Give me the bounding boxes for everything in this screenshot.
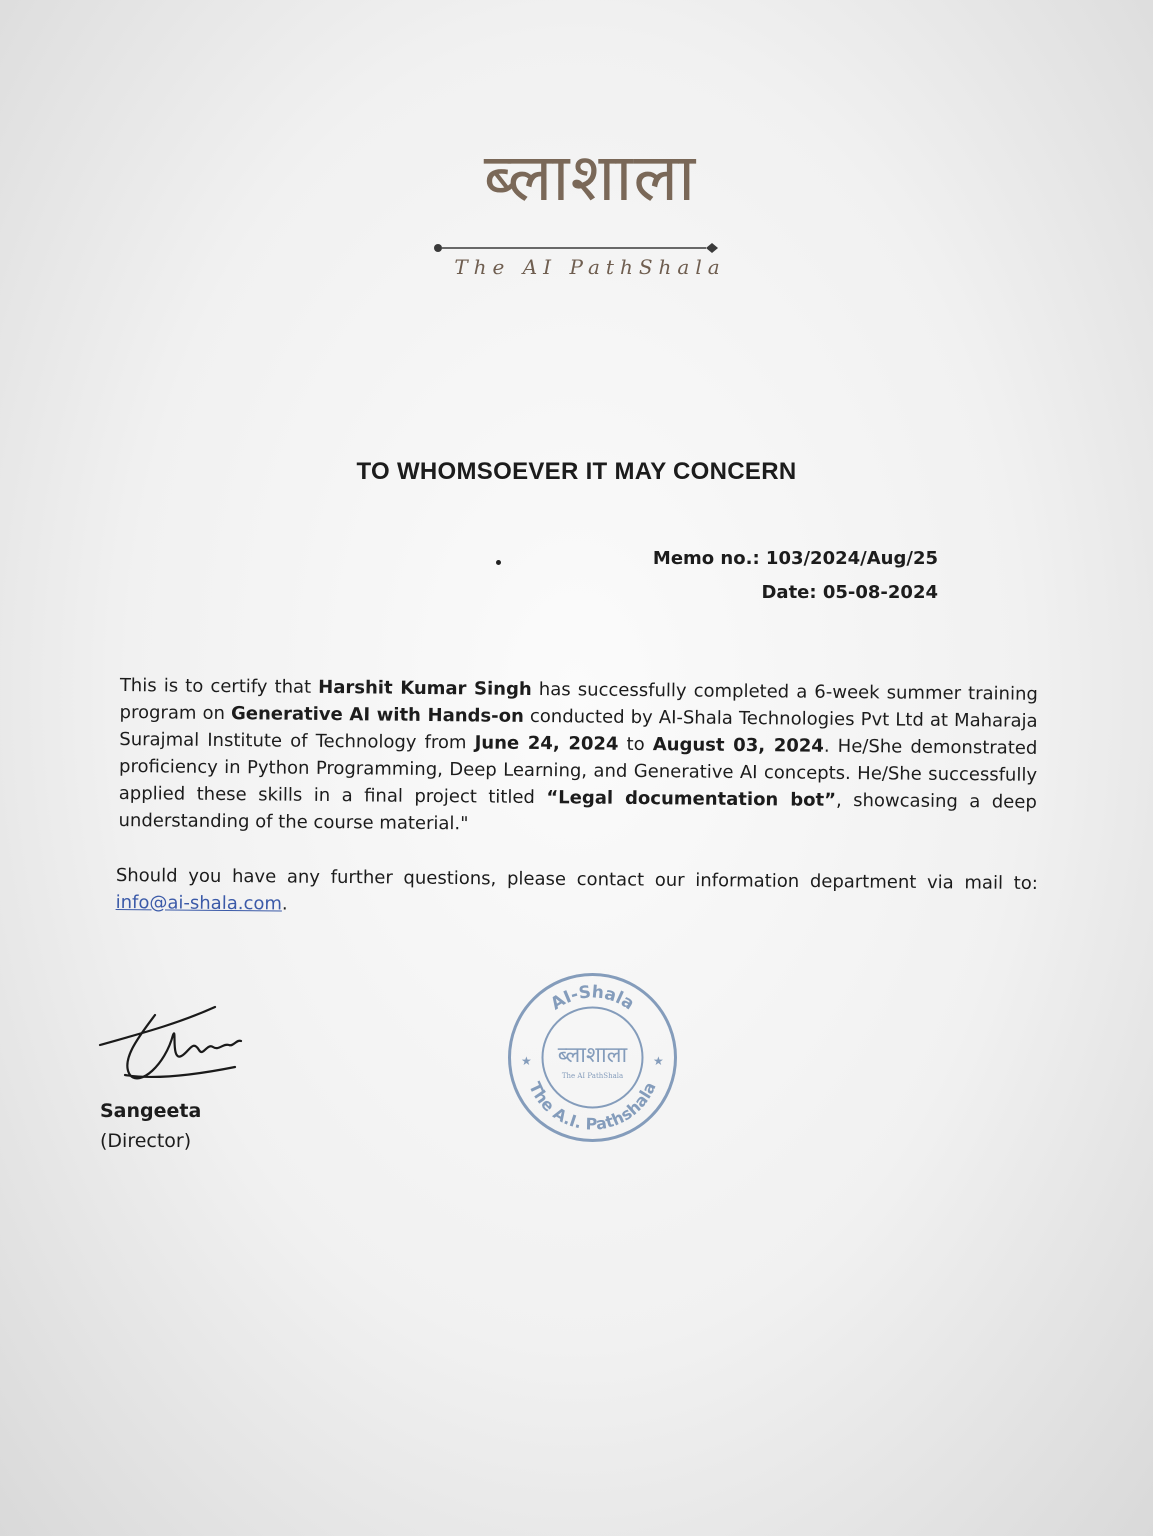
memo-block [653, 542, 938, 610]
program-name: Generative AI with Hands-on [230, 703, 524, 727]
body-text-6: , showcasing a deep understanding of the course material." [118, 789, 1037, 835]
certificate-body [118, 672, 1038, 843]
stamp-center-logo: ब्लाशाला [557, 1043, 628, 1068]
stray-dot [496, 560, 501, 565]
trainee-name: Harshit Kumar Singh [318, 676, 532, 700]
letter-heading: TO WHOMSOEVER IT MAY CONCERN [356, 458, 797, 485]
stamp-star-right-icon: ★ [653, 1054, 664, 1068]
project-title: “Legal documentation bot” [546, 787, 837, 811]
contact-text: Should you have any further questions, please contact our information department via mail to: [115, 864, 1038, 895]
stamp-star-left-icon: ★ [521, 1054, 532, 1068]
memo-number: Memo no.: 103/2024/Aug/25 [652, 548, 938, 569]
stamp-top-text: AI-Shala [547, 982, 638, 1015]
memo-date: Date: 05-08-2024 [761, 582, 938, 603]
company-stamp [505, 970, 680, 1145]
body-text-1: This is to certify that [119, 674, 319, 698]
logo-script-text: ब्लाशाला [483, 139, 697, 216]
stamp-center-sub: The AI PathShala [561, 1072, 624, 1080]
contact-paragraph [116, 862, 1038, 924]
contact-end: . [281, 893, 288, 915]
end-date: August 03, 2024 [652, 734, 824, 757]
body-text-2: has successfully completed a 6-week summer training program on [119, 678, 1038, 725]
email-link[interactable]: info@ai-shala.com [115, 891, 283, 915]
logo-tagline: The AI PathShala [454, 255, 726, 279]
logo-divider [430, 241, 750, 255]
company-logo [430, 139, 750, 295]
signatory-block [100, 1096, 201, 1156]
start-date: June 24, 2024 [474, 732, 619, 755]
signatory-title: (Director) [100, 1130, 192, 1152]
body-text-3: conducted by AI-Shala Technologies Pvt Ltd at Maharaja Surajmal Institute of Technology from [119, 705, 1038, 754]
signatory-name: Sangeeta [100, 1100, 202, 1122]
signature-image [95, 995, 255, 1100]
body-text-5: . He/She demonstrated proficiency in Python Programming, Deep Learning, and Generative AI concepts. He/She successfully applied these skills in a final project titled [118, 735, 1038, 809]
stamp-bottom-text: The A.I. Pathshala [525, 1079, 660, 1134]
body-text-4: to [618, 733, 653, 756]
